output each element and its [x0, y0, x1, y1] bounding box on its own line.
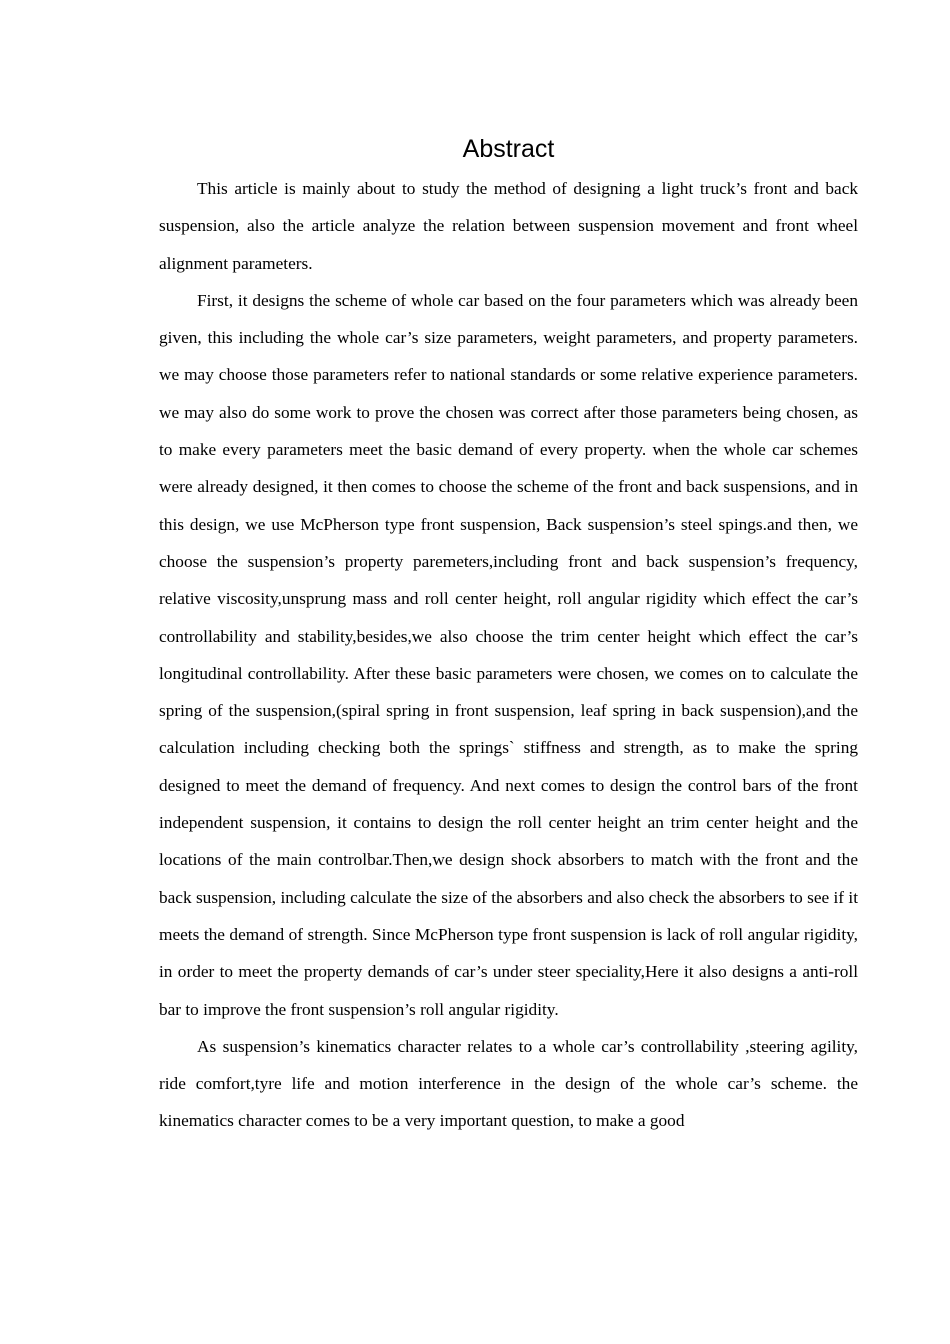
abstract-section [159, 130, 858, 1140]
abstract-paragraph-2: First, it designs the scheme of whole car based on the four parameters which was already been given, this including the whole car’s size parameters, weight parameters, and property parameters. we may choose those parameters refer to national standards or some relative experience parameters. we may also do some work to prove the chosen was correct after those parameters being chosen, as to make every parameters meet the basic demand of every property. when the whole car schemes were already designed, it then comes to choose the scheme of the front and back suspensions, and in this design, we use McPherson type front suspension, Back suspension’s steel spings.and then, we choose the suspension’s property paremeters,including front and back suspension’s frequency, relative viscosity,unsprung mass and roll center height, roll angular rigidity which effect the car’s controllability and stability,besides,we also choose the trim center height which effect the car’s longitudinal controllability. After these basic parameters were chosen, we comes on to calculate the spring of the suspension,(spiral spring in front suspension, leaf spring in back suspension),and the calculation including checking both the springs` stiffness and strength, as to make the spring designed to meet the demand of frequency. And next comes to design the control bars of the front independent suspension, it contains to design the roll center height an trim center height and the locations of the main controlbar.Then,we design shock absorbers to match with the front and the back suspension, including calculate the size of the absorbers and also check the absorbers to see if it meets the demand of strength. Since McPherson type front suspension is lack of roll angular rigidity, in order to meet the property demands of car’s under steer speciality,Here it also designs a anti-roll bar to improve the front suspension’s roll angular rigidity. [159, 290, 858, 1019]
abstract-paragraph-3: As suspension’s kinematics character relates to a whole car’s controllability ,steering agility, ride comfort,tyre life and motion interference in the design of the whole car’s scheme. the kinematics character comes to be a very important question, to make a good [159, 1036, 858, 1131]
abstract-paragraph-1: This article is mainly about to study the method of designing a light truck’s front and back suspension, also the article analyze the relation between suspension movement and front wheel alignment parameters. [159, 179, 858, 273]
abstract-heading: Abstract [462, 135, 555, 163]
